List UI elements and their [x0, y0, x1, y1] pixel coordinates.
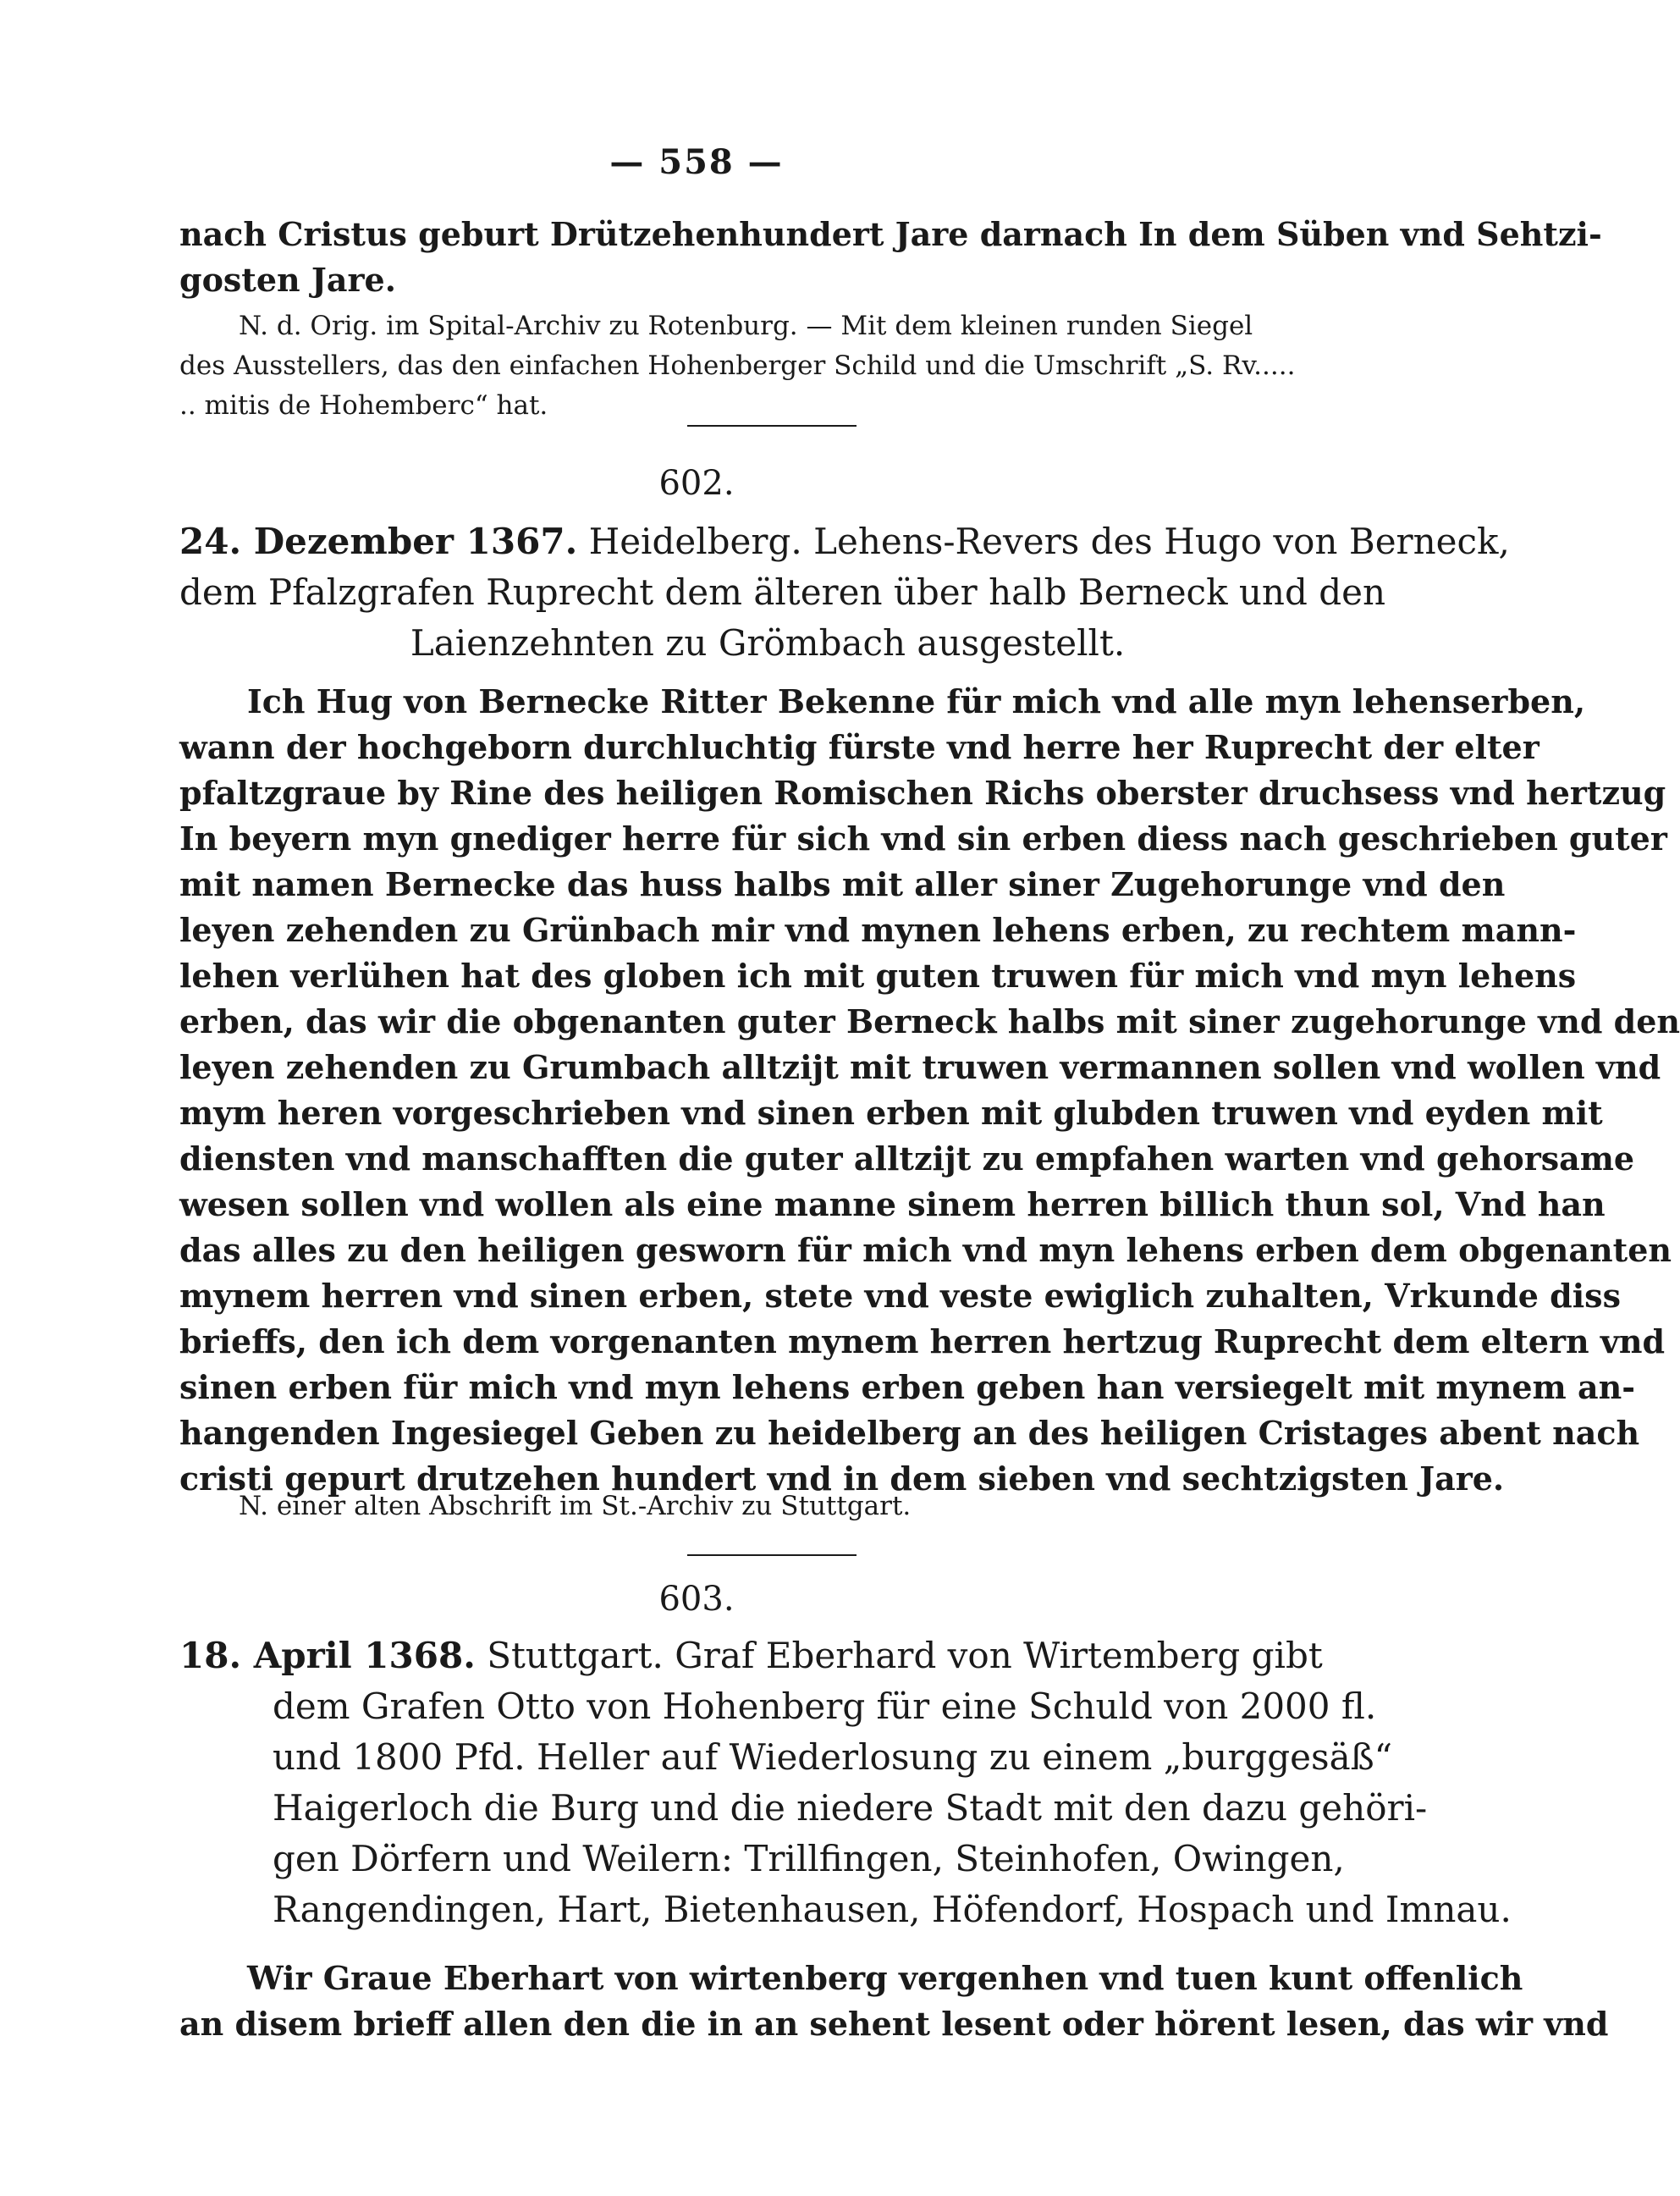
document-603-text: [179, 1956, 1609, 2047]
text-line: cristi gepurt drutzehen hundert vnd in dem sieben vnd sechtzigsten Jare.: [179, 1459, 1505, 1498]
document-date: 24. Dezember 1367.: [179, 521, 578, 562]
text-line: lehen verlühen hat des globen ich mit guten truwen für mich vnd myn lehens: [179, 957, 1577, 995]
summary-line: Lehens-Revers des Hugo von Berneck,: [813, 521, 1510, 562]
document-602-heading: [179, 516, 1510, 669]
text-line: brieffs, den ich dem vorgenanten mynem herren hertzug Ruprecht dem eltern vnd: [179, 1322, 1666, 1360]
document-number-603: 603.: [658, 1580, 735, 1619]
summary-line: Haigerloch die Burg und die niedere Stadt mit den dazu gehöri-: [273, 1787, 1428, 1829]
heading-line: [179, 1630, 1356, 1681]
text-line: an disem brieff allen den die in an sehent lesent oder hörent lesen, das wir vnd: [179, 2005, 1609, 2043]
text-line: pfaltzgraue by Rine des heiligen Romischen Richs oberster druchsess vnd hertzug: [179, 774, 1666, 812]
document-date: 18. April 1368.: [179, 1635, 476, 1676]
text-line: erben, das wir die obgenanten guter Berneck halbs mit siner zugehorunge vnd den: [179, 1002, 1680, 1040]
text-line: mym heren vorgeschrieben vnd sinen erben mit glubden truwen vnd eyden mit: [179, 1094, 1603, 1132]
summary-line: gen Dörfern und Weilern: Trillfingen, Steinhofen, Owingen,: [273, 1838, 1345, 1879]
text-line: hangenden Ingesiegel Geben zu heidelberg an des heiligen Cristages abent nach: [179, 1414, 1640, 1452]
document-place: Stuttgart.: [487, 1635, 664, 1676]
divider-rule: [687, 1554, 857, 1556]
source-note: [179, 306, 1356, 426]
summary-line: dem Pfalzgrafen Ruprecht dem älteren über halb Berneck und den: [179, 571, 1386, 613]
document-number-602: 602.: [658, 464, 735, 503]
text-line: Wir Graue Eberhart von wirtenberg vergenhen vnd tuen kunt offenlich: [247, 1959, 1523, 1997]
note-line: .. mitis de Hohemberc“ hat.: [179, 390, 548, 421]
divider-rule: [687, 425, 857, 427]
text-line: leyen zehenden zu Grumbach alltzijt mit truwen vermannen sollen vnd wollen vnd: [179, 1048, 1661, 1086]
note-line: des Ausstellers, das den einfachen Hohenberger Schild und die Umschrift „S. Rv.....: [179, 350, 1296, 381]
text-line: wann der hochgeborn durchluchtig fürste vnd herre her Ruprecht der elter: [179, 728, 1540, 766]
summary-line: Graf Eberhard von Wirtemberg gibt: [675, 1635, 1323, 1676]
heading-line: [179, 516, 1510, 567]
text-line: gosten Jare.: [179, 261, 396, 299]
text-line: das alles zu den heiligen gesworn für mich vnd myn lehens erben dem obgenanten: [179, 1231, 1672, 1269]
page-number: — 558 —: [609, 142, 784, 182]
summary-line: Laienzehnten zu Grömbach ausgestellt.: [410, 622, 1126, 664]
summary-line: und 1800 Pfd. Heller auf Wiederlosung zu einem „burggesäß“: [273, 1736, 1393, 1778]
document-place: Heidelberg.: [588, 521, 802, 562]
document-603-heading: [179, 1630, 1512, 1935]
summary-line: Rangendingen, Hart, Bietenhausen, Höfendorf, Hospach und Imnau.: [273, 1889, 1512, 1930]
text-line: leyen zehenden zu Grünbach mir vnd mynen lehens erben, zu rechtem mann-: [179, 911, 1577, 949]
text-line: mynem herren vnd sinen erben, stete vnd veste ewiglich zuhalten, Vrkunde diss: [179, 1277, 1621, 1315]
text-line: diensten vnd manschafften die guter alltzijt zu empfahen warten vnd gehorsame: [179, 1139, 1635, 1178]
text-line: nach Cristus geburt Drützehenhundert Jare darnach In dem Süben vnd Sehtzi-: [179, 215, 1602, 253]
summary-line: dem Grafen Otto von Hohenberg für eine Schuld von 2000 fl.: [273, 1686, 1377, 1727]
text-line: mit namen Bernecke das huss halbs mit aller siner Zugehorunge vnd den: [179, 865, 1506, 903]
document-602-text: [179, 679, 1680, 1502]
continuation-text: [179, 212, 1602, 303]
note-line: N. einer alten Abschrift im St.-Archiv zu Stuttgart.: [239, 1491, 912, 1521]
source-note: [179, 1487, 1356, 1526]
text-line: wesen sollen vnd wollen als eine manne sinem herren billich thun sol, Vnd han: [179, 1185, 1606, 1223]
note-line: N. d. Orig. im Spital-Archiv zu Rotenburg. — Mit dem kleinen runden Siegel: [239, 311, 1253, 341]
text-line: Ich Hug von Bernecke Ritter Bekenne für mich vnd alle myn lehenserben,: [247, 682, 1586, 720]
text-line: sinen erben für mich vnd myn lehens erben geben han versiegelt mit mynem an-: [179, 1368, 1635, 1406]
text-line: In beyern myn gnediger herre für sich vnd sin erben diess nach geschrieben guter: [179, 819, 1667, 858]
